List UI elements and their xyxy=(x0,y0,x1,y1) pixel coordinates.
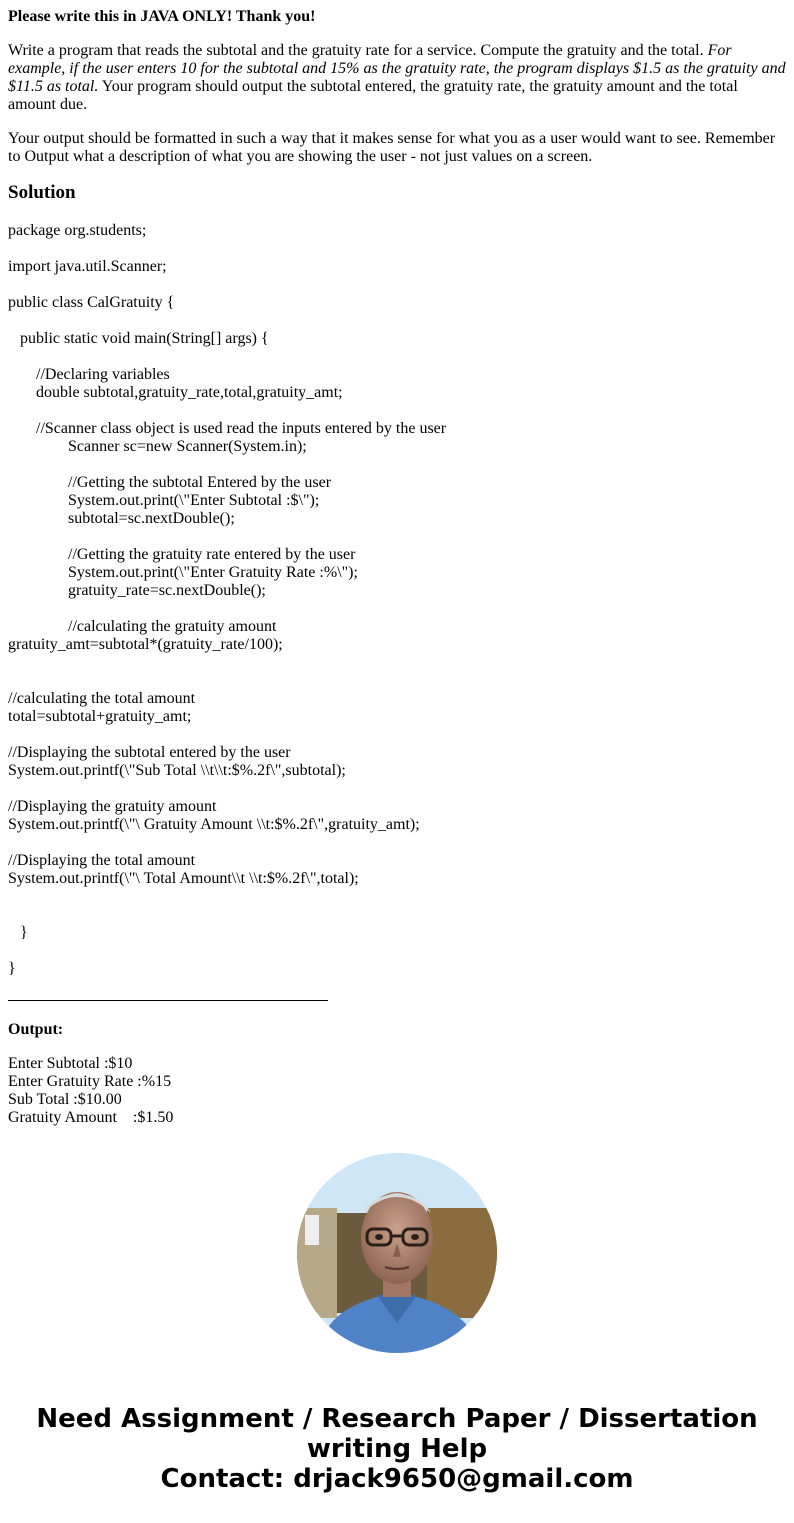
code-line xyxy=(8,600,786,618)
code-line: System.out.printf(\"\ Gratuity Amount \\t:$%.2f\",gratuity_amt); xyxy=(8,816,420,833)
code-line: double subtotal,gratuity_rate,total,gratuity_amt; xyxy=(8,384,343,401)
code-line xyxy=(8,654,786,672)
code-line xyxy=(8,456,786,474)
code-line: import java.util.Scanner; xyxy=(8,258,167,275)
code-line: total=subtotal+gratuity_amt; xyxy=(8,708,192,725)
code-line: public static void main(String[] args) { xyxy=(8,330,269,347)
promo-line-1: Need Assignment / Research Paper / Dissertation xyxy=(36,1404,758,1434)
code-line: //Getting the gratuity rate entered by the user xyxy=(8,546,356,563)
code-line: //Displaying the total amount xyxy=(8,852,196,869)
question-para1-plain: Write a program that reads the subtotal and the gratuity rate for a service. Compute the gratuity and the total. xyxy=(8,42,708,59)
code-line xyxy=(8,726,786,744)
code-line xyxy=(8,402,786,420)
code-line xyxy=(8,780,786,798)
promo-banner xyxy=(0,1404,794,1494)
section-divider xyxy=(8,1000,328,1001)
code-line: gratuity_amt=subtotal*(gratuity_rate/100); xyxy=(8,636,283,653)
code-line: //calculating the gratuity amount xyxy=(8,618,277,635)
promo-line-3: Contact: drjack9650@gmail.com xyxy=(160,1464,634,1494)
code-line: //calculating the total amount xyxy=(8,690,196,707)
code-line xyxy=(8,276,786,294)
code-line: package org.students; xyxy=(8,222,147,239)
code-line: //Displaying the gratuity amount xyxy=(8,798,217,815)
code-line xyxy=(8,312,786,330)
code-line xyxy=(8,906,786,924)
code-line xyxy=(8,240,786,258)
question-paragraph-1 xyxy=(8,42,786,114)
code-line xyxy=(8,942,786,960)
output-block xyxy=(8,1055,786,1127)
avatar xyxy=(297,1153,497,1353)
code-line: public class CalGratuity { xyxy=(8,294,175,311)
code-line: //Displaying the subtotal entered by the user xyxy=(8,744,291,761)
avatar-portrait-image xyxy=(297,1153,497,1353)
output-line: Gratuity Amount :$1.50 xyxy=(8,1109,174,1126)
question-para1-tail: Your program should output the subtotal entered, the gratuity rate, the gratuity amount and the total amount due. xyxy=(8,78,738,113)
solution-code-block xyxy=(8,222,786,978)
code-line: } xyxy=(8,960,16,977)
solution-title: Solution xyxy=(8,182,76,203)
output-line: Enter Gratuity Rate :%15 xyxy=(8,1073,172,1090)
code-line: gratuity_rate=sc.nextDouble(); xyxy=(8,582,266,599)
output-line: Sub Total :$10.00 xyxy=(8,1091,122,1108)
question-para1-example: For example, if the user enters 10 for the subtotal and 15% as the gratuity rate, the program displays $1.5 as the gratuity and $11.5 as total. xyxy=(8,42,786,95)
question-heading-text: Please write this in JAVA ONLY! Thank you! xyxy=(8,8,316,25)
code-line: System.out.printf(\"Sub Total \\t\\t:$%.2f\",subtotal); xyxy=(8,762,346,779)
code-line xyxy=(8,834,786,852)
code-line: Scanner sc=new Scanner(System.in); xyxy=(8,438,307,455)
code-line: System.out.printf(\"\ Total Amount\\t \\t:$%.2f\",total); xyxy=(8,870,359,887)
promo-line-2: writing Help xyxy=(306,1434,488,1464)
code-line xyxy=(8,348,786,366)
code-line: System.out.print(\"Enter Subtotal :$\"); xyxy=(8,492,320,509)
code-line xyxy=(8,672,786,690)
code-line: System.out.print(\"Enter Gratuity Rate :%\"); xyxy=(8,564,358,581)
code-line: //Getting the subtotal Entered by the user xyxy=(8,474,332,491)
code-line xyxy=(8,888,786,906)
question-heading xyxy=(8,8,786,26)
output-line: Enter Subtotal :$10 xyxy=(8,1055,133,1072)
code-line: } xyxy=(8,924,28,941)
code-line: //Scanner class object is used read the inputs entered by the user xyxy=(8,420,447,437)
question-paragraph-2: Your output should be formatted in such a way that it makes sense for what you as a user would want to see. Remember to Output what a description of what you are showing the user - not just values on a screen. xyxy=(8,130,776,165)
code-line: subtotal=sc.nextDouble(); xyxy=(8,510,235,527)
code-line xyxy=(8,528,786,546)
code-line: //Declaring variables xyxy=(8,366,170,383)
output-label: Output: xyxy=(8,1021,64,1038)
